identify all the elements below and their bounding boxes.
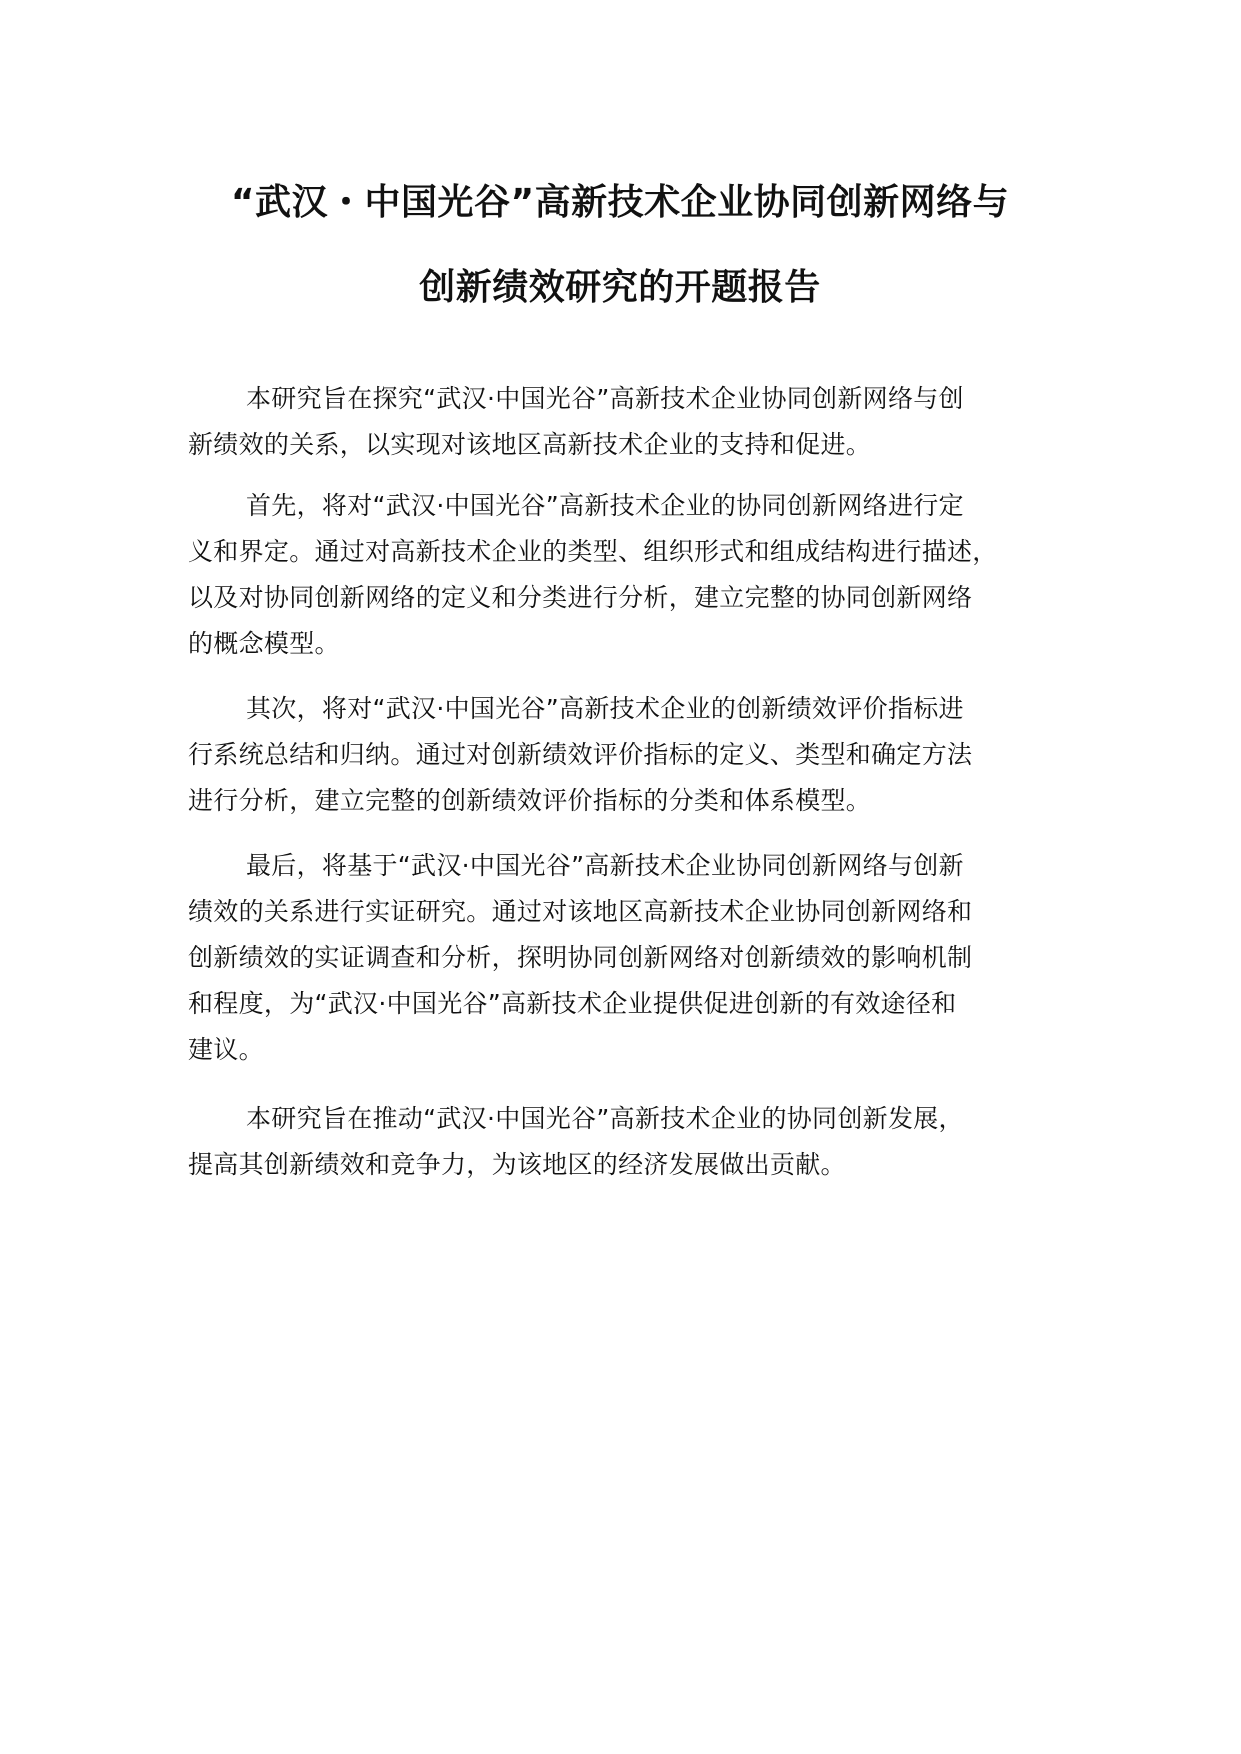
paragraph-2 xyxy=(188,483,1088,667)
paragraph-line: 其次，将对“武汉·中国光谷”高新技术企业的创新绩效评价指标进 xyxy=(246,694,964,723)
paragraph-line: 首先，将对“武汉·中国光谷”高新技术企业的协同创新网络进行定 xyxy=(246,491,964,520)
paragraph-line: 的概念模型。 xyxy=(188,629,340,658)
paragraph-line: 行系统总结和归纳。通过对创新绩效评价指标的定义、类型和确定方法 xyxy=(188,740,973,769)
paragraph-3 xyxy=(188,686,1088,824)
paragraph-line: 义和界定。通过对高新技术企业的类型、组织形式和组成结构进行描述， xyxy=(188,537,998,566)
paragraph-5 xyxy=(188,1096,1088,1188)
paragraph-line: 创新绩效的实证调查和分析，探明协同创新网络对创新绩效的影响机制 xyxy=(188,943,973,972)
paragraph-line: 和程度，为“武汉·中国光谷”高新技术企业提供促进创新的有效途径和 xyxy=(188,989,957,1018)
paragraph-line: 建议。 xyxy=(188,1035,264,1064)
paragraph-line: 进行分析，建立完整的创新绩效评价指标的分类和体系模型。 xyxy=(188,786,872,815)
paragraph-line: 绩效的关系进行实证研究。通过对该地区高新技术企业协同创新网络和 xyxy=(188,897,973,926)
paragraph-line: 新绩效的关系，以实现对该地区高新技术企业的支持和促进。 xyxy=(188,430,872,459)
paragraph-line: 本研究旨在探究“武汉·中国光谷”高新技术企业协同创新网络与创 xyxy=(246,384,964,413)
paragraph-line: 本研究旨在推动“武汉·中国光谷”高新技术企业的协同创新发展， xyxy=(246,1104,964,1133)
document-title-line-1: “武汉・中国光谷”高新技术企业协同创新网络与 xyxy=(230,182,1010,223)
paragraph-line: 提高其创新绩效和竞争力，为该地区的经济发展做出贡献。 xyxy=(188,1150,846,1179)
paragraph-1 xyxy=(188,376,1088,468)
document-title-line-2: 创新绩效研究的开题报告 xyxy=(419,267,821,308)
paragraph-4 xyxy=(188,843,1088,1073)
paragraph-line: 最后，将基于“武汉·中国光谷”高新技术企业协同创新网络与创新 xyxy=(246,851,964,880)
paragraph-line: 以及对协同创新网络的定义和分类进行分析，建立完整的协同创新网络 xyxy=(188,583,973,612)
